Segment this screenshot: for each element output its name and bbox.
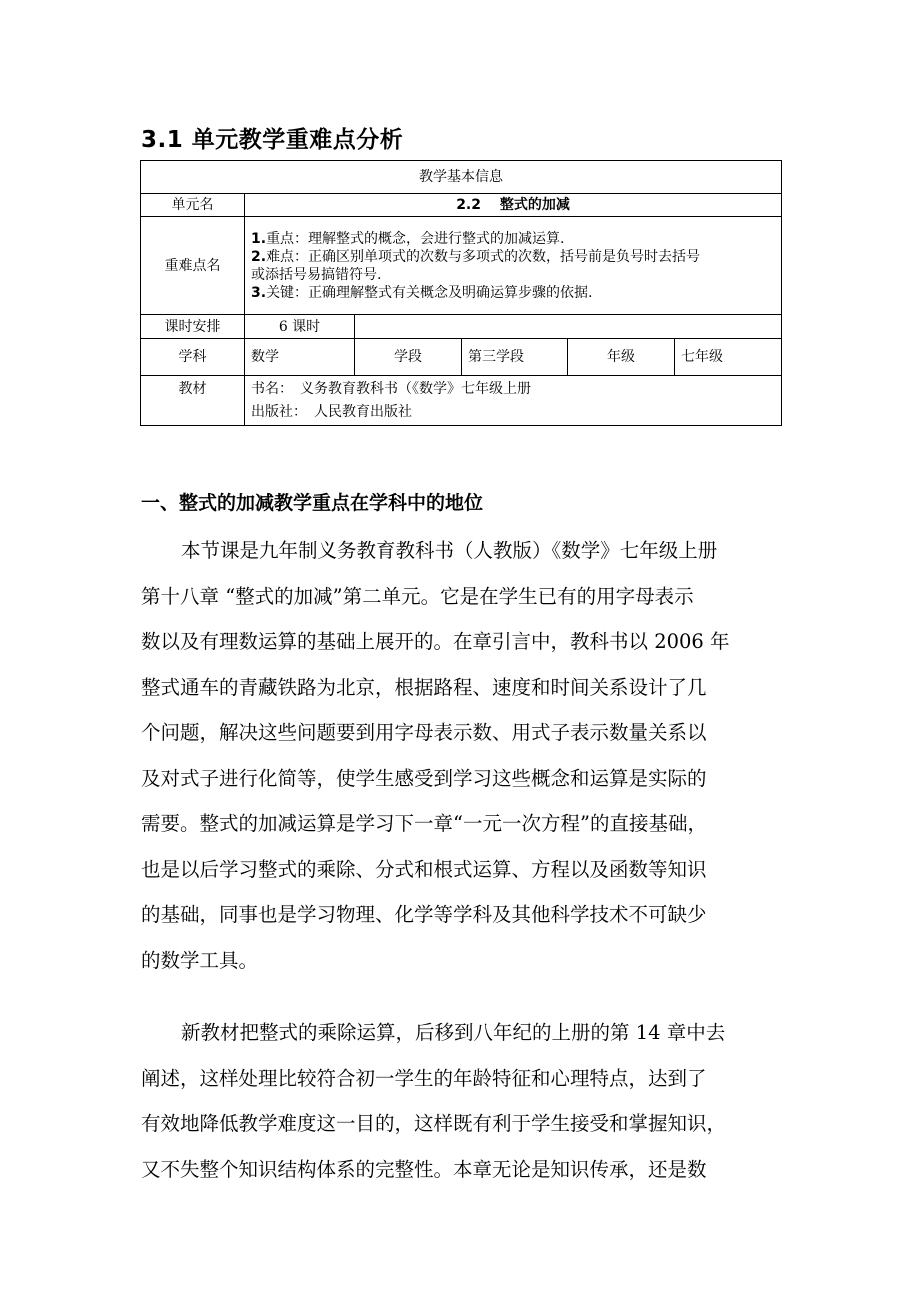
textbook-row: [141, 376, 782, 426]
keypoints-row: [141, 217, 782, 315]
paragraph-line: 有效地降低教学难度这一目的，这样既有利于学生接受和掌握知识，: [141, 1112, 727, 1135]
subject-label: 学科: [141, 339, 245, 376]
textbook-label: 教材: [141, 376, 245, 426]
subject-row: [141, 339, 782, 376]
unit-row: [141, 194, 782, 217]
table-header: 教学基本信息: [141, 161, 782, 194]
keypoint-line: 3.关键：正确理解整式有关概念及明确运算步骤的依据.: [251, 284, 593, 301]
stage-label: 学段: [355, 339, 462, 376]
teaching-info-table: [140, 160, 782, 426]
hours-empty: [355, 315, 782, 339]
paragraph-line: 的基础，同事也是学习物理、化学等学科及其他科学技术不可缺少: [141, 903, 707, 926]
keypoint-line: 1.重点：理解整式的概念，会进行整式的加减运算.: [251, 230, 565, 247]
section-title: 3.1 单元教学重难点分析: [141, 127, 404, 153]
paragraph-line: 第十八章 “整式的加减”第二单元。它是在学生已有的用字母表示: [141, 584, 694, 608]
keypoint-line: 2.难点：正确区别单项式的次数与多项式的次数，括号前是负号时去括号: [251, 248, 701, 265]
keypoints-label: 重难点名: [141, 217, 245, 315]
textbook-cell: [245, 376, 782, 426]
paragraph-line: 数以及有理数运算的基础上展开的。在章引言中，教科书以 2006 年: [141, 630, 730, 653]
textbook-publisher: 出版社： 人民教育出版社: [251, 403, 412, 420]
paragraph-line: 新教材把整式的乘除运算，后移到八年纪的上册的第 14 章中去: [181, 1021, 726, 1044]
unit-value: 2.2 整式的加减: [245, 194, 782, 217]
hours-label: 课时安排: [141, 315, 245, 339]
paragraph-2: [141, 1010, 781, 1192]
grade-value: 七年级: [675, 339, 782, 376]
heading-one: 一、整式的加减教学重点在学科中的地位: [141, 492, 484, 514]
paragraph-line: 阐述，这样处理比较符合初一学生的年龄特征和心理特点，达到了: [141, 1066, 707, 1090]
paragraph-line: 及对式子进行化简等，使学生感受到学习这些概念和运算是实际的: [141, 766, 707, 790]
hours-value: 6 课时: [245, 315, 355, 339]
paragraph-line: 的数学工具。: [141, 948, 259, 972]
keypoint-line: 或添括号易搞错符号.: [251, 266, 382, 283]
table-header-row: [141, 161, 782, 194]
textbook-title: 书名： 义务教育教科书（《数学》七年级上册: [251, 380, 531, 397]
paragraph-line: 整式通车的青藏铁路为北京，根据路程、速度和时间关系设计了几: [141, 675, 707, 699]
paragraph-line: 本节课是九年制义务教育教科书（人教版）《数学》七年级上册: [181, 539, 718, 562]
hours-row: [141, 315, 782, 339]
stage-value: 第三学段: [462, 339, 568, 376]
keypoints-cell: [245, 217, 782, 315]
subject-value: 数学: [245, 339, 355, 376]
paragraph-line: 个问题，解决这些问题要到用字母表示数、用式子表示数量关系以: [141, 721, 707, 744]
grade-label: 年级: [568, 339, 675, 376]
unit-label: 单元名: [141, 194, 245, 217]
paragraph-line: 也是以后学习整式的乘除、分式和根式运算、方程以及函数等知识: [141, 857, 707, 881]
paragraph-1: [141, 528, 781, 983]
paragraph-line: 又不失整个知识结构体系的完整性。本章无论是知识传承，还是数: [141, 1157, 707, 1181]
paragraph-line: 需要。整式的加减运算是学习下一章“一元一次方程”的直接基础，: [141, 812, 707, 835]
